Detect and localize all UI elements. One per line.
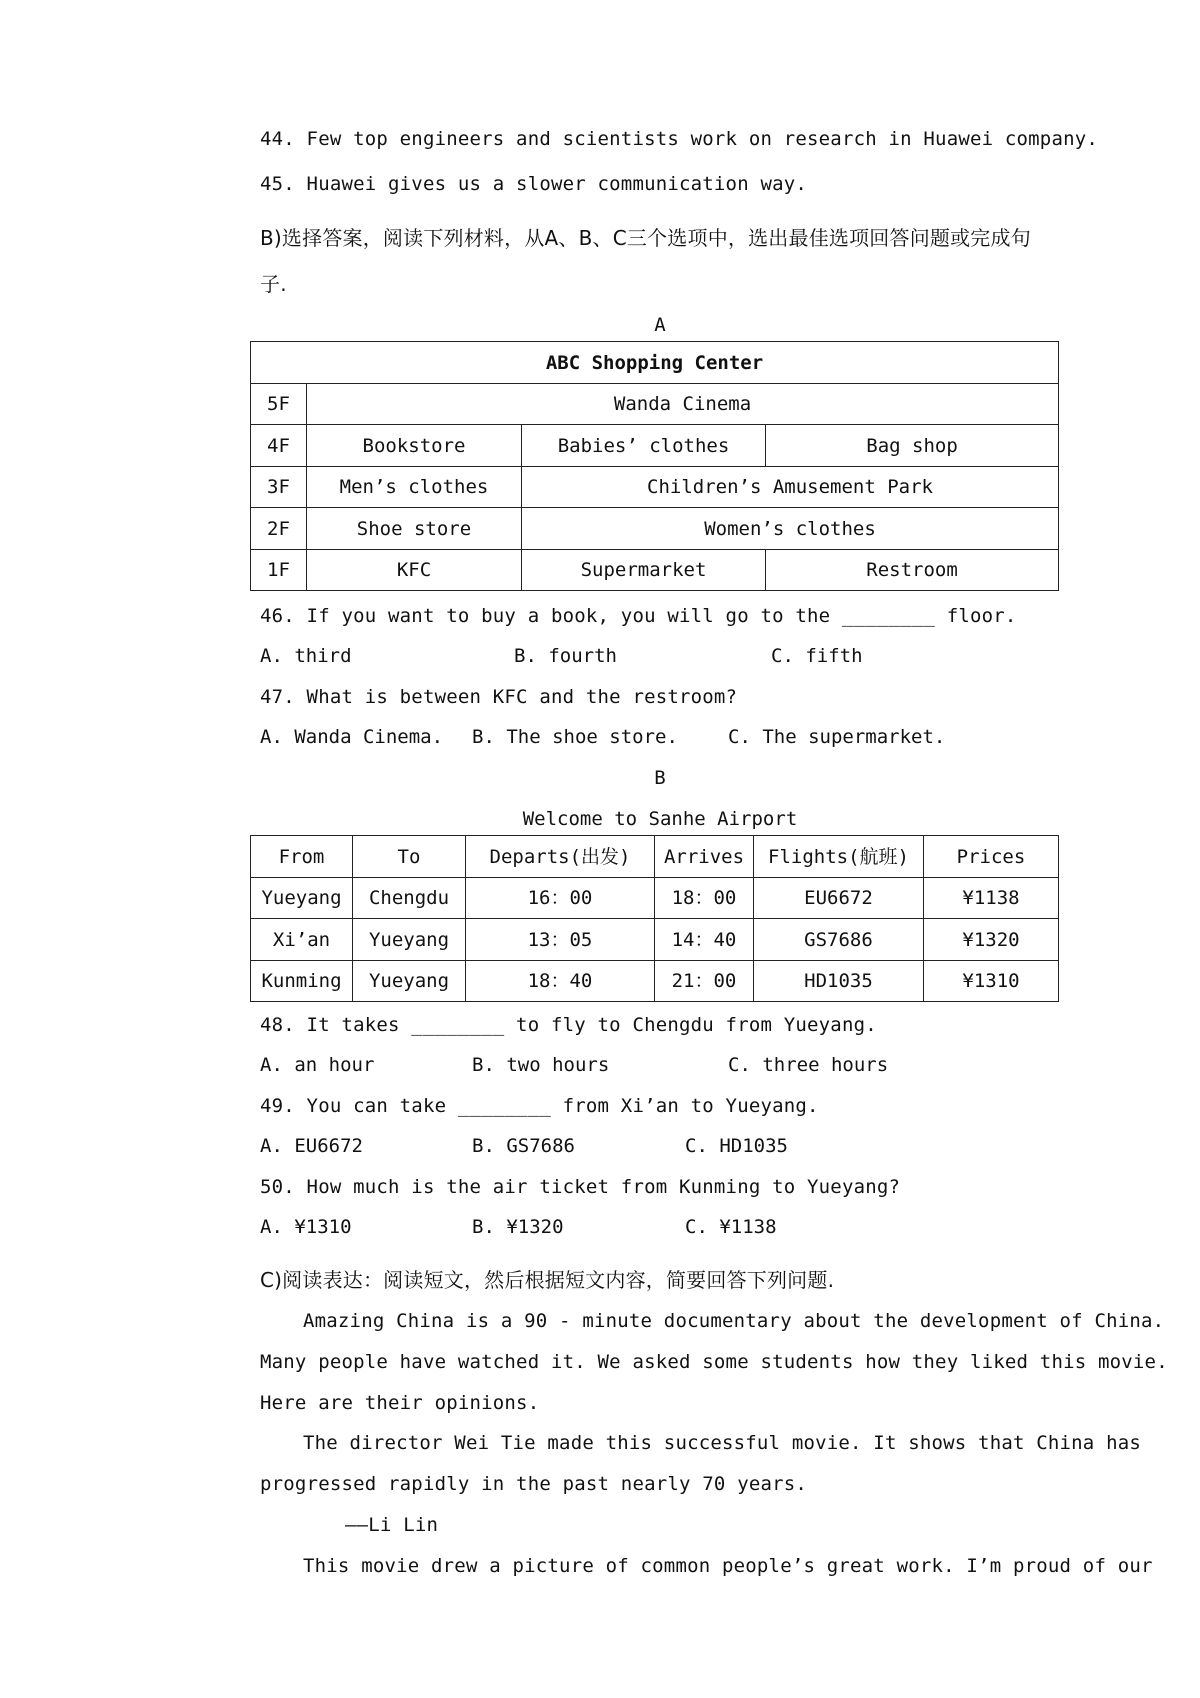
section-b-heading-cont: 子. bbox=[260, 272, 287, 296]
section-c-heading: C)阅读表达：阅读短文，然后根据短文内容，简要回答下列问题. bbox=[260, 1268, 835, 1292]
signature: ——Li Lin bbox=[345, 1514, 439, 1536]
store-cell: Shoe store bbox=[307, 508, 522, 550]
passage-b-label: B bbox=[654, 767, 666, 789]
section-b-heading: B)选择答案，阅读下列材料，从A、B、C三个选项中，选出最佳选项回答问题或完成句 bbox=[260, 226, 1031, 250]
departs-cell: 16：00 bbox=[466, 878, 655, 919]
option-c: C. three hours bbox=[728, 1054, 889, 1076]
floor-label: 3F bbox=[251, 467, 307, 508]
column-header: Arrives bbox=[655, 836, 754, 878]
floor-label: 4F bbox=[251, 425, 307, 467]
store-cell: Bookstore bbox=[307, 425, 522, 467]
question-46: 46. If you want to buy a book, you will go to the ________ floor. bbox=[260, 605, 1017, 627]
flight-cell: EU6672 bbox=[754, 878, 924, 919]
to-cell: Chengdu bbox=[353, 878, 466, 919]
option-c: C. HD1035 bbox=[685, 1135, 788, 1157]
option-a: A. EU6672 bbox=[260, 1135, 363, 1157]
option-a: A. third bbox=[260, 645, 352, 667]
column-header: Prices bbox=[924, 836, 1059, 878]
departs-cell: 13：05 bbox=[466, 919, 655, 961]
floor-label: 1F bbox=[251, 550, 307, 591]
store-cell: Men’s clothes bbox=[307, 467, 522, 508]
arrives-cell: 21：00 bbox=[655, 961, 754, 1002]
question-44: 44. Few top engineers and scientists work on research in Huawei company. bbox=[260, 128, 1099, 150]
floor-label: 5F bbox=[251, 384, 307, 425]
column-header: From bbox=[251, 836, 353, 878]
store-cell: Wanda Cinema bbox=[307, 384, 1059, 425]
to-cell: Yueyang bbox=[353, 961, 466, 1002]
departs-cell: 18：40 bbox=[466, 961, 655, 1002]
shopping-center-table bbox=[250, 341, 1059, 591]
question-49: 49. You can take ________ from Xi’an to Yueyang. bbox=[260, 1095, 819, 1117]
store-cell: KFC bbox=[307, 550, 522, 591]
option-b: B. The shoe store. bbox=[472, 726, 678, 748]
question-45: 45. Huawei gives us a slower communication way. bbox=[260, 173, 808, 195]
paragraph-line: progressed rapidly in the past nearly 70 years. bbox=[260, 1473, 808, 1495]
passage-a-label: A bbox=[654, 314, 666, 336]
column-header: Flights(航班) bbox=[754, 836, 924, 878]
question-48: 48. It takes ________ to fly to Chengdu from Yueyang. bbox=[260, 1014, 877, 1036]
from-cell: Xi’an bbox=[251, 919, 353, 961]
option-a: A. Wanda Cinema. bbox=[260, 726, 444, 748]
flights-table bbox=[250, 835, 1059, 1002]
table-title: ABC Shopping Center bbox=[251, 342, 1059, 384]
arrives-cell: 14：40 bbox=[655, 919, 754, 961]
flight-cell: HD1035 bbox=[754, 961, 924, 1002]
price-cell: ¥1138 bbox=[924, 878, 1059, 919]
table-row bbox=[251, 878, 1059, 919]
table-row bbox=[251, 961, 1059, 1002]
option-c: C. fifth bbox=[771, 645, 863, 667]
column-header: Departs(出发) bbox=[466, 836, 655, 878]
paragraph-line: This movie drew a picture of common people’s great work. I’m proud of our bbox=[303, 1555, 1153, 1577]
price-cell: ¥1320 bbox=[924, 919, 1059, 961]
store-cell: Children’s Amusement Park bbox=[522, 467, 1059, 508]
option-a: A. an hour bbox=[260, 1054, 375, 1076]
store-cell: Babies’ clothes bbox=[522, 425, 766, 467]
option-b: B. GS7686 bbox=[472, 1135, 575, 1157]
option-a: A. ¥1310 bbox=[260, 1216, 352, 1238]
paragraph-line: The director Wei Tie made this successful movie. It shows that China has bbox=[303, 1432, 1142, 1454]
option-b: B. ¥1320 bbox=[472, 1216, 564, 1238]
paragraph-line: Here are their opinions. bbox=[260, 1392, 540, 1414]
arrives-cell: 18：00 bbox=[655, 878, 754, 919]
store-cell: Women’s clothes bbox=[522, 508, 1059, 550]
airport-caption: Welcome to Sanhe Airport bbox=[522, 808, 798, 830]
table-row bbox=[251, 919, 1059, 961]
question-47: 47. What is between KFC and the restroom? bbox=[260, 686, 738, 708]
from-cell: Kunming bbox=[251, 961, 353, 1002]
question-50: 50. How much is the air ticket from Kunming to Yueyang? bbox=[260, 1176, 901, 1198]
from-cell: Yueyang bbox=[251, 878, 353, 919]
option-b: B. two hours bbox=[472, 1054, 610, 1076]
floor-label: 2F bbox=[251, 508, 307, 550]
store-cell: Supermarket bbox=[522, 550, 766, 591]
paragraph-line: Many people have watched it. We asked some students how they liked this movie. bbox=[260, 1351, 1168, 1373]
flight-cell: GS7686 bbox=[754, 919, 924, 961]
option-b: B. fourth bbox=[514, 645, 617, 667]
column-header: To bbox=[353, 836, 466, 878]
store-cell: Restroom bbox=[766, 550, 1059, 591]
option-c: C. The supermarket. bbox=[728, 726, 946, 748]
price-cell: ¥1310 bbox=[924, 961, 1059, 1002]
paragraph-line: Amazing China is a 90 - minute documentary about the development of China. bbox=[303, 1310, 1165, 1332]
to-cell: Yueyang bbox=[353, 919, 466, 961]
store-cell: Bag shop bbox=[766, 425, 1059, 467]
option-c: C. ¥1138 bbox=[685, 1216, 777, 1238]
